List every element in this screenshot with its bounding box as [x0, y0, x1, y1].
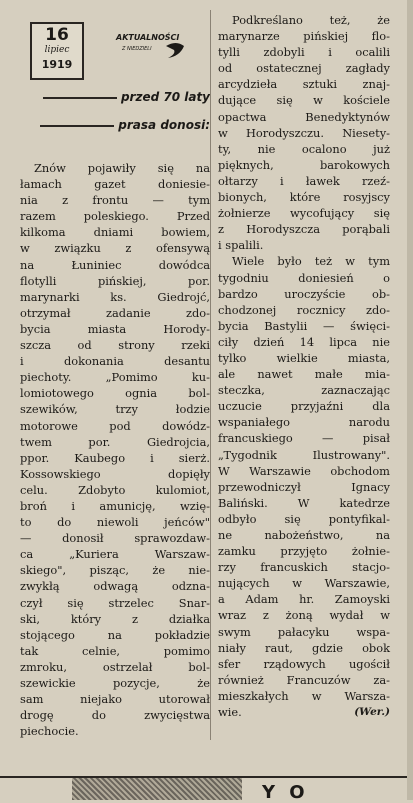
text-line: dujące się w kościele [218, 93, 390, 108]
text-line: szcza od strony rzeki [20, 338, 210, 353]
text-line: nia z frontu — tym [20, 193, 210, 208]
kicker-text: przed 70 laty [120, 90, 210, 104]
text-line: ale nawet małe mia- [218, 367, 390, 382]
text-line: wraz z żoną wydał w [218, 608, 390, 623]
text-line: i spalili. [218, 238, 264, 253]
text-line: od ostatecznej zagłady [218, 61, 390, 76]
text-line: uczucie przyjaźni dla [218, 399, 390, 414]
text-line: żołnierze wycofujący się [218, 206, 390, 221]
text-line: motorowe pod dowódz- [20, 418, 210, 433]
text-line: to do niewoli jeńców" [20, 515, 210, 530]
text-line: opactwa Benedyktynów [218, 109, 390, 124]
text-line: stojącego na pokładzie [20, 627, 210, 642]
date-day: 16 [45, 25, 69, 45]
text-line: zamku przyjęto żołnie- [218, 544, 390, 559]
text-line: tygodniu doniesień o [218, 270, 390, 285]
text-line: razem poleskiego. Przed [20, 209, 210, 224]
text-line: twem por. Giedrojcia, [20, 434, 210, 449]
kicker-title [20, 118, 210, 132]
text-line: francuskiego — pisał [218, 431, 390, 446]
text-line: niały raut, gdzie obok [218, 640, 390, 655]
text-line: mieszkałych w Warsza- [218, 688, 390, 703]
text-line: ppor. Kaubego i sierż. [20, 450, 210, 465]
kicker-rule [43, 97, 117, 99]
date-month: lipiec [44, 45, 70, 55]
text-line: skiego", pisząc, że nie- [20, 563, 210, 578]
text-line: otrzymał zadanie zdo- [20, 305, 210, 320]
text-line: Znów pojawiły się na [34, 161, 210, 175]
article-left-text [20, 160, 210, 739]
text-line: ski, który z działka [20, 611, 210, 626]
text-line: czył się strzelec Snar- [20, 595, 210, 610]
text-line: bionych, które rosyjscy [218, 190, 390, 205]
text-line: marynarze pińskiej flo- [218, 29, 390, 44]
text-line: sam niejako utorował [20, 692, 210, 707]
text-line: zwykłą odwagą odzna- [20, 579, 210, 594]
text-line: bycia miasta Horody- [20, 321, 210, 336]
article-right-column [218, 12, 390, 720]
text-line: marynarki ks. Giedrojć, [20, 289, 210, 304]
text-line: ciły dzień 14 lipca nie [218, 334, 390, 349]
text-line: szewików, trzy łodzie [20, 402, 210, 417]
article-right-text [218, 12, 390, 720]
bottom-photo-fragment [72, 778, 242, 800]
text-line: i dokonania desantu [20, 354, 210, 369]
text-line: bycia Bastylii — święci- [218, 318, 390, 333]
text-line: swym pałacyku wspa- [218, 624, 390, 639]
text-line: sfer rządowych ugościł [218, 656, 390, 671]
text-line: zmroku, ostrzelał bol- [20, 659, 210, 674]
text-line: z Horodyszcza porąbali [218, 222, 390, 237]
text-line: lomiotowego ognia bol- [20, 386, 210, 401]
text-line: nujących w Warszawie, [218, 576, 390, 591]
logo-text-top: AKTUALNOŚCI [116, 33, 180, 42]
text-line: Podkreślano też, że [232, 13, 390, 27]
date-box [30, 22, 84, 80]
text-line: steczka, zaznaczając [218, 383, 390, 398]
kicker-rule [40, 125, 114, 127]
column-divider [210, 10, 211, 740]
text-line: celu. Zdobyto kulomiot, [20, 482, 210, 497]
text-line: W Warszawie obchodom [218, 463, 390, 478]
text-line: w związku z ofensywą [20, 241, 210, 256]
text-line: przewodniczył Ignacy [218, 479, 390, 494]
text-line: pięknych, barokowych [218, 157, 390, 172]
kicker-text: prasa donosi: [118, 118, 210, 132]
text-line: piechocie. [20, 724, 79, 739]
text-line: wspaniałego narodu [218, 415, 390, 430]
page-edge [407, 0, 413, 800]
column-logo [114, 28, 192, 62]
text-line: tylli zdobyli i ocalili [218, 45, 390, 60]
text-line: arcydzieła sztuki znaj- [218, 77, 390, 92]
text-line: ca „Kuriera Warszaw- [20, 547, 210, 562]
text-line: tak celnie, pomimo [20, 643, 210, 658]
logo-swirl-icon [166, 43, 184, 58]
text-line: łamach gazet doniesie- [20, 177, 210, 192]
kicker-date [20, 90, 210, 104]
text-line: ne nabożeństwo, na [218, 528, 390, 542]
text-line: szewickie pozycje, że [20, 676, 210, 690]
text-line: drogę do zwycięstwa [20, 708, 210, 723]
text-line: flotylli pińskiej, por. [20, 273, 210, 288]
text-line: odbyło się pontyfikal- [218, 511, 390, 526]
text-line: w Horodyszczu. Niesety- [218, 125, 390, 140]
text-line: również Francuzów za- [218, 672, 390, 687]
text-line: wie. [218, 705, 242, 720]
text-line: ołtarzy i ławek rzeź- [218, 173, 390, 188]
text-line: broń i amunicję, wzię- [20, 498, 210, 513]
text-line: bardzo uroczyście ob- [218, 286, 390, 301]
logo-text-bottom: Z NIEDZIELI [122, 46, 152, 52]
text-line: Kossowskiego dopięły [20, 466, 210, 481]
date-year: 1919 [41, 58, 73, 71]
text-line: Wiele było też w tym [232, 254, 390, 269]
text-line: kilkoma dniami bowiem, [20, 225, 210, 240]
text-line: piechoty. „Pomimo ku- [20, 370, 210, 385]
text-line: tylko wielkie miasta, [218, 350, 390, 365]
text-line: rzy francuskich stacjo- [218, 560, 390, 575]
text-line: a Adam hr. Zamoyski [218, 592, 390, 607]
text-line: Baliński. W katedrze [218, 495, 390, 510]
text-line: „Tygodnik Ilustrowany". [218, 447, 390, 462]
author-signature: (Wer.) [354, 706, 390, 719]
text-line: ty, nie ocalono już [218, 141, 390, 156]
text-line: chodzonej rocznicy zdo- [218, 302, 390, 317]
text-line: — donosił sprawozdaw- [20, 531, 210, 546]
bottom-headline-fragment: Y O [262, 782, 309, 803]
text-line: na Łuniniec dowódca [20, 257, 210, 272]
